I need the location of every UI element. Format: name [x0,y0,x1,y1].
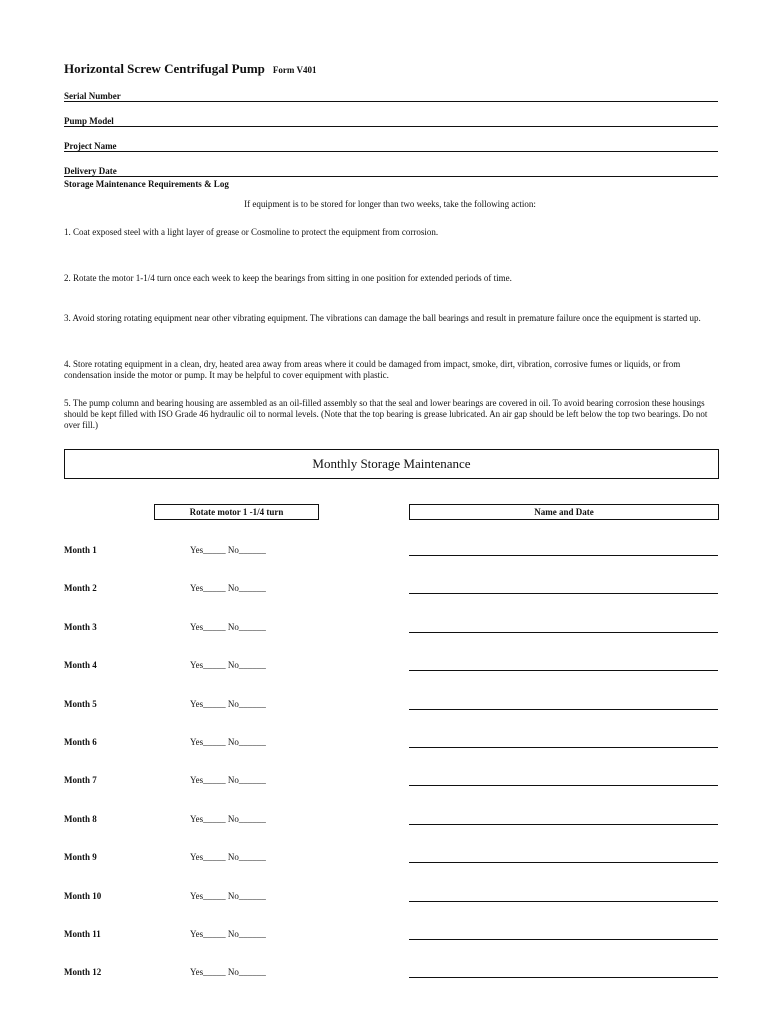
month-label: Month 5 [64,699,97,709]
yes-no-checkfield[interactable]: Yes_____ No______ [190,699,266,709]
yes-no-checkfield[interactable]: Yes_____ No______ [190,929,266,939]
month-label: Month 11 [64,929,101,939]
month-row [0,967,768,983]
yes-no-checkfield[interactable]: Yes_____ No______ [190,852,266,862]
pump-model-label: Pump Model [64,116,114,126]
month-label: Month 2 [64,583,97,593]
serial-number-field[interactable] [64,87,718,102]
month-label: Month 6 [64,737,97,747]
yes-no-checkfield[interactable]: Yes_____ No______ [190,545,266,555]
form-number: Form V401 [272,65,317,75]
yes-no-checkfield[interactable]: Yes_____ No______ [190,660,266,670]
name-date-line[interactable] [409,824,718,825]
step-2: 2. Rotate the motor 1-1/4 turn once each week to keep the bearings from sitting in one position for extended periods of time. [64,273,512,283]
step-5: 5. The pump column and bearing housing are assembled as an oil-filled assembly so that the seal and lower bearings are covered in oil. To avoid bearing corrosion these housings should be kept filled with ISO Grade 46 hydraulic oil to normal levels. (Note that the top bearing is grease lubricated. An air gap should be left below the top two bearings. Do not over fill.) [64,398,708,430]
month-label: Month 3 [64,622,97,632]
month-row [0,891,768,907]
form-header [64,60,316,78]
name-date-line[interactable] [409,939,718,940]
form-title: Horizontal Screw Centrifugal Pump [64,61,265,76]
pump-model-field[interactable] [64,112,718,127]
month-row [0,545,768,561]
month-row [0,583,768,599]
yes-no-checkfield[interactable]: Yes_____ No______ [190,737,266,747]
month-row [0,699,768,715]
name-date-line[interactable] [409,709,718,710]
month-row [0,929,768,945]
project-name-label: Project Name [64,141,117,151]
name-date-line[interactable] [409,901,718,902]
name-date-line[interactable] [409,862,718,863]
intro-text: If equipment is to be stored for longer than two weeks, take the following action: [244,199,536,209]
month-row [0,660,768,676]
rotate-motor-column-header: Rotate motor 1 -1/4 turn [154,504,319,520]
yes-no-checkfield[interactable]: Yes_____ No______ [190,814,266,824]
project-name-field[interactable] [64,137,718,152]
month-row [0,737,768,753]
name-date-line[interactable] [409,593,718,594]
month-label: Month 1 [64,545,97,555]
delivery-date-label: Delivery Date [64,166,117,176]
name-date-line[interactable] [409,670,718,671]
step-1: 1. Coat exposed steel with a light layer of grease or Cosmoline to protect the equipment from corrosion. [64,227,439,237]
section-heading: Storage Maintenance Requirements & Log [64,179,229,189]
name-date-line[interactable] [409,747,718,748]
yes-no-checkfield[interactable]: Yes_____ No______ [190,775,266,785]
month-label: Month 8 [64,814,97,824]
month-row [0,814,768,830]
serial-number-label: Serial Number [64,91,121,101]
yes-no-checkfield[interactable]: Yes_____ No______ [190,622,266,632]
month-row [0,775,768,791]
monthly-maintenance-title: Monthly Storage Maintenance [64,449,719,479]
step-3: 3. Avoid storing rotating equipment near other vibrating equipment. The vibrations can damage the ball bearings and result in premature failure once the equipment is started up. [64,313,701,323]
month-label: Month 12 [64,967,102,977]
month-row [0,852,768,868]
month-label: Month 10 [64,891,102,901]
yes-no-checkfield[interactable]: Yes_____ No______ [190,891,266,901]
month-label: Month 4 [64,660,97,670]
name-date-line[interactable] [409,977,718,978]
name-date-line[interactable] [409,632,718,633]
yes-no-checkfield[interactable]: Yes_____ No______ [190,583,266,593]
month-label: Month 7 [64,775,97,785]
step-4: 4. Store rotating equipment in a clean, dry, heated area away from areas where it could be damaged from impact, smoke, dirt, vibration, corrosive fumes or liquids, or from condensation inside the motor or pump. It may be helpful to cover equipment with plastic. [64,359,681,380]
month-label: Month 9 [64,852,97,862]
name-date-column-header: Name and Date [409,504,719,520]
delivery-date-field[interactable] [64,162,718,177]
month-row [0,622,768,638]
name-date-line[interactable] [409,785,718,786]
name-date-line[interactable] [409,555,718,556]
yes-no-checkfield[interactable]: Yes_____ No______ [190,967,266,977]
